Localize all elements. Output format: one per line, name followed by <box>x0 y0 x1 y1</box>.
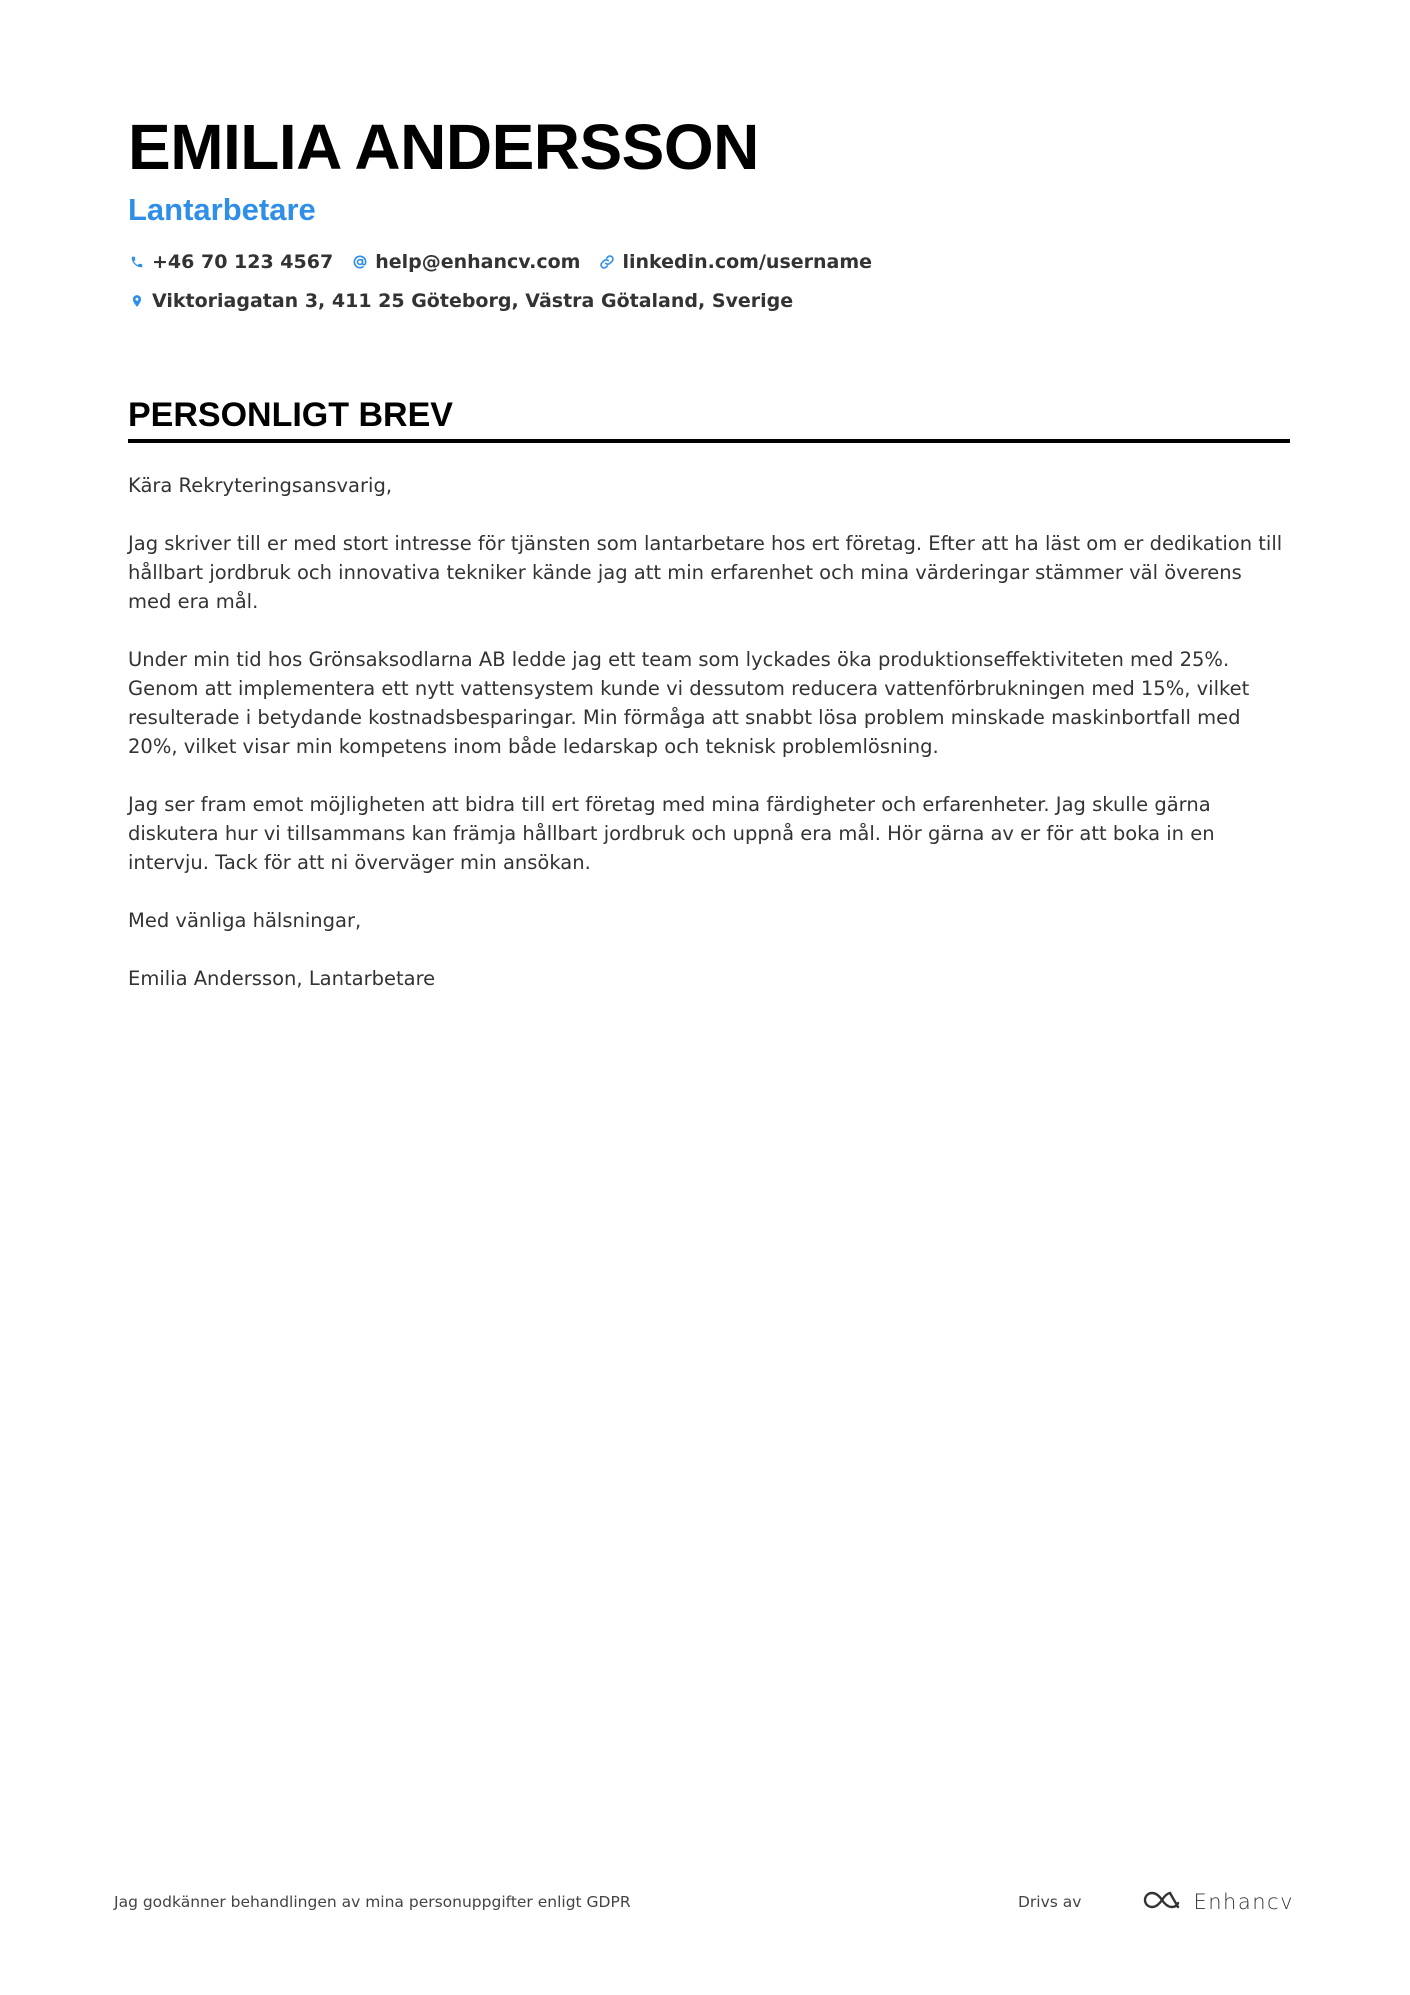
letter-paragraph-2: Under min tid hos Grönsaksodlarna AB ledde jag ett team som lyckades öka produktionseffektiviteten med 25%. Genom att implementera ett nytt vattensystem kunde vi dessutom reducera vattenförbrukningen med 15%, vilket resulterade i betydande kostnadsbesparingar. Min förmåga att snabbt lösa problem minskade maskinbortfall med 20%, vilket visar min kompetens inom både ledarskap och teknisk problemlösning. <box>128 648 1250 758</box>
brand-name: Enhancv <box>1193 1890 1295 1914</box>
candidate-name: EMILIA ANDERSSON <box>128 111 759 183</box>
candidate-role: Lantarbetare <box>128 192 316 227</box>
at-icon <box>351 253 369 271</box>
contact-email[interactable] <box>351 251 580 273</box>
phone-icon <box>128 253 146 271</box>
letter-closing: Med vänliga hälsningar, <box>128 909 362 932</box>
contact-phone[interactable] <box>128 251 333 273</box>
section-title: PERSONLIGT BREV <box>128 395 1290 443</box>
location-pin-icon <box>128 292 146 310</box>
contact-row <box>128 248 1290 276</box>
gdpr-consent: Jag godkänner behandlingen av mina personuppgifter enligt GDPR <box>114 1893 631 1911</box>
letter-signature: Emilia Andersson, Lantarbetare <box>128 967 436 990</box>
address-text: Viktoriagatan 3, 411 25 Göteborg, Västra Götaland, Sverige <box>152 290 794 312</box>
letter-body <box>128 471 1290 993</box>
contact-linkedin[interactable] <box>598 251 872 273</box>
contact-address <box>128 290 793 312</box>
address-row <box>128 287 1290 315</box>
letter-paragraph-1: Jag skriver till er med stort intresse för tjänsten som lantarbetare hos ert företag. Efter att ha läst om er dedikation till hållbart jordbruk och innovativa tekniker kände jag att min erfarenhet och mina värderingar stämmer väl överens med era mål. <box>128 532 1283 613</box>
enhancv-logo[interactable] <box>1139 1888 1294 1916</box>
powered-by-label: Drivs av <box>1018 1893 1082 1911</box>
letter-greeting: Kära Rekryteringsansvarig, <box>128 474 393 497</box>
phone-text: +46 70 123 4567 <box>152 251 334 273</box>
linkedin-text: linkedin.com/username <box>622 251 873 273</box>
email-text: help@enhancv.com <box>375 251 581 273</box>
letter-paragraph-3: Jag ser fram emot möjligheten att bidra till ert företag med mina färdigheter och erfarenheter. Jag skulle gärna diskutera hur vi tillsammans kan främja hållbart jordbruk och uppnå era mål. Hör gärna av er för att boka in en intervju. Tack för att ni överväger min ansökan. <box>128 793 1215 874</box>
link-icon <box>598 253 616 271</box>
footer-branding <box>1018 1888 1294 1916</box>
enhancv-logo-icon <box>1139 1888 1185 1916</box>
resume-page <box>128 108 1290 1022</box>
